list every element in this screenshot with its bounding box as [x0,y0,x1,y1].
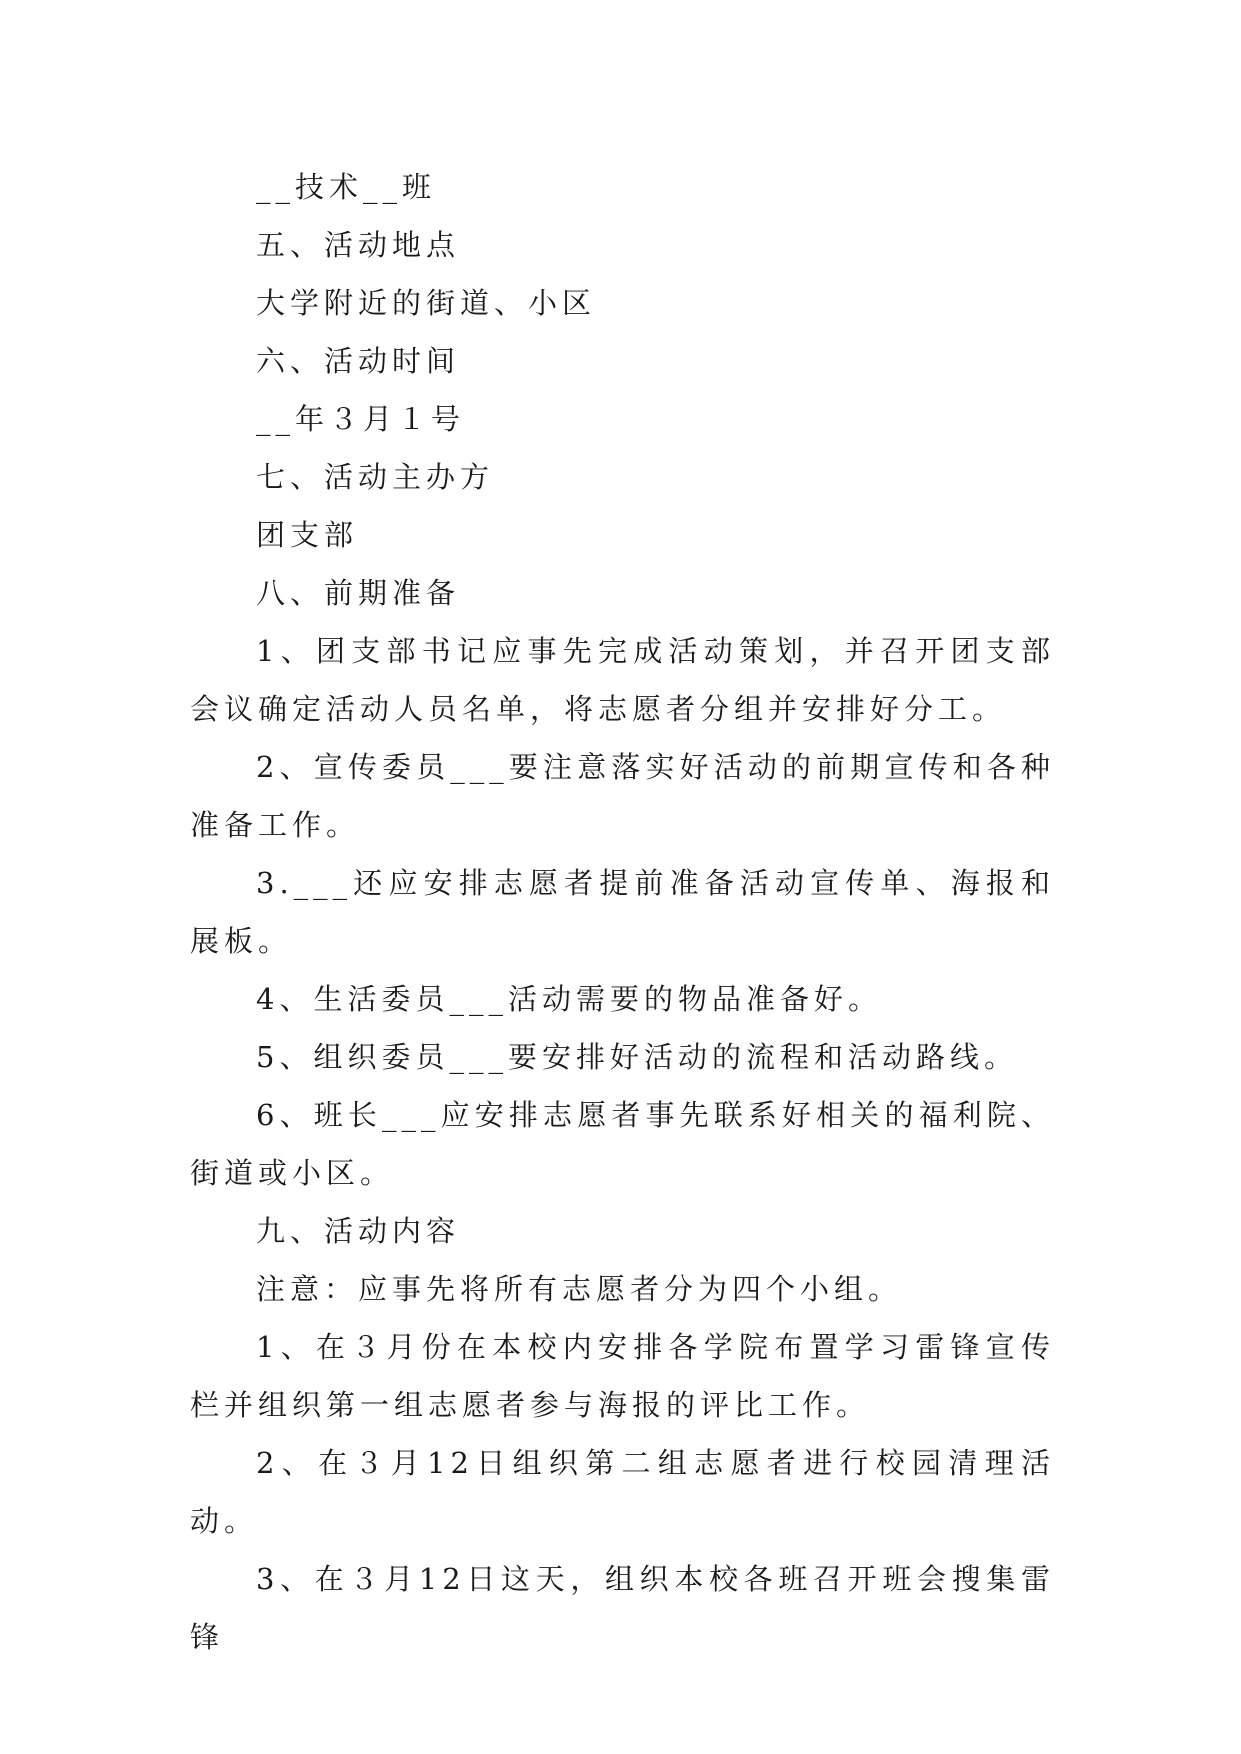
section-heading-organizer: 七、活动主办方 [256,460,495,494]
section-heading-location: 五、活动地点 [256,228,461,262]
prep-item-1: 1、团支部书记应事先完成活动策划，并召开团支部会议确定活动人员名单，将志愿者分组并安排好分工。 [190,634,1055,726]
note-text: 注意：应事先将所有志愿者分为四个小组。 [256,1272,903,1306]
document-body [190,158,1055,1666]
prep-item-3: 3.___还应安排志愿者提前准备活动宣传单、海报和展板。 [190,866,1055,958]
location-text: 大学附近的街道、小区 [256,286,597,320]
organizer-text: 团支部 [256,518,359,552]
content-item-3: 3、在３月12日这天，组织本校各班召开班会搜集雷锋 [190,1562,1055,1654]
class-name-line: __技术__班 [256,170,437,204]
section-heading-preparation: 八、前期准备 [256,576,461,610]
content-item-2: 2、在３月12日组织第二组志愿者进行校园清理活动。 [190,1446,1055,1538]
time-text: __年３月１号 [256,402,466,436]
content-item-1: 1、在３月份在本校内安排各学院布置学习雷锋宣传栏并组织第一组志愿者参与海报的评比工作。 [190,1330,1055,1422]
section-heading-time: 六、活动时间 [256,344,461,378]
prep-item-2: 2、宣传委员___要注意落实好活动的前期宣传和各种准备工作。 [190,750,1055,842]
section-heading-content: 九、活动内容 [256,1214,461,1248]
prep-item-5: 5、组织委员___要安排好活动的流程和活动路线。 [256,1040,1018,1074]
prep-item-4: 4、生活委员___活动需要的物品准备好。 [256,982,882,1016]
prep-item-6: 6、班长___应安排志愿者事先联系好相关的福利院、街道或小区。 [190,1098,1055,1190]
